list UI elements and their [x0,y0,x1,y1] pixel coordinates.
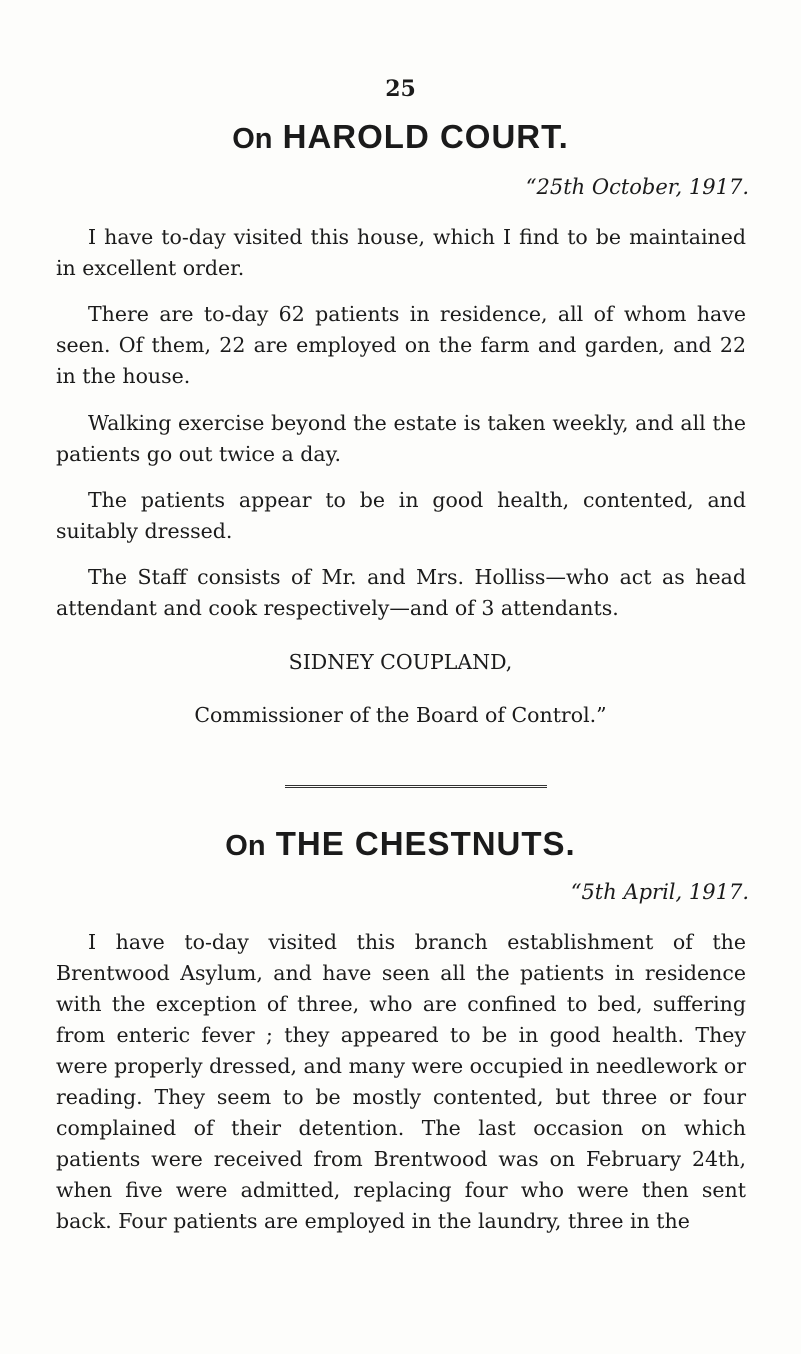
paragraph: There are to-day 62 patients in residence, all of whom have seen. Of them, 22 are employed on the farm and garden, and 22 in the house. [56,302,746,388]
signature-name: SIDNEY COUPLAND, [288,650,513,674]
heading-title: HAROLD COURT. [282,118,569,155]
section-heading-harold-court [0,118,801,156]
paragraph: I have to-day visited this house, which I find to be maintained in excellent order. [56,225,746,280]
paragraph: Walking exercise beyond the estate is taken weekly, and all the patients go out twice a day. [56,411,746,466]
heading-prefix: On [225,830,266,862]
heading-title: THE CHESTNUTS. [275,825,576,862]
paragraph: The Staff consists of Mr. and Mrs. Holliss—who act as head attendant and cook respectively—and of 3 attendants. [56,565,746,620]
signature-title: Commissioner of the Board of Control.” [194,703,607,727]
dateline: “25th October, 1917. [525,175,749,199]
paragraph: I have to-day visited this branch establishment of the Brentwood Asylum, and have seen all the patients in residence with the exception of three, who are confined to bed, suffering from enteric fever ; they appeared to be in good health. They were properly dressed, and many were occupied in needlework or reading. They seem to be mostly contented, but three or four complained of their detention. The last occasion on which patients were received from Brentwood was on February 24th, when five were admitted, replacing four who were then sent back. Four patients are employed in the laundry, three in the [56,930,746,1233]
section-heading-the-chestnuts [0,825,801,863]
paragraph: The patients appear to be in good health, contented, and suitably dressed. [56,488,746,543]
section-divider [285,785,547,788]
page-number: 25 [385,76,416,102]
heading-prefix: On [232,123,273,155]
dateline: “5th April, 1917. [570,880,749,904]
